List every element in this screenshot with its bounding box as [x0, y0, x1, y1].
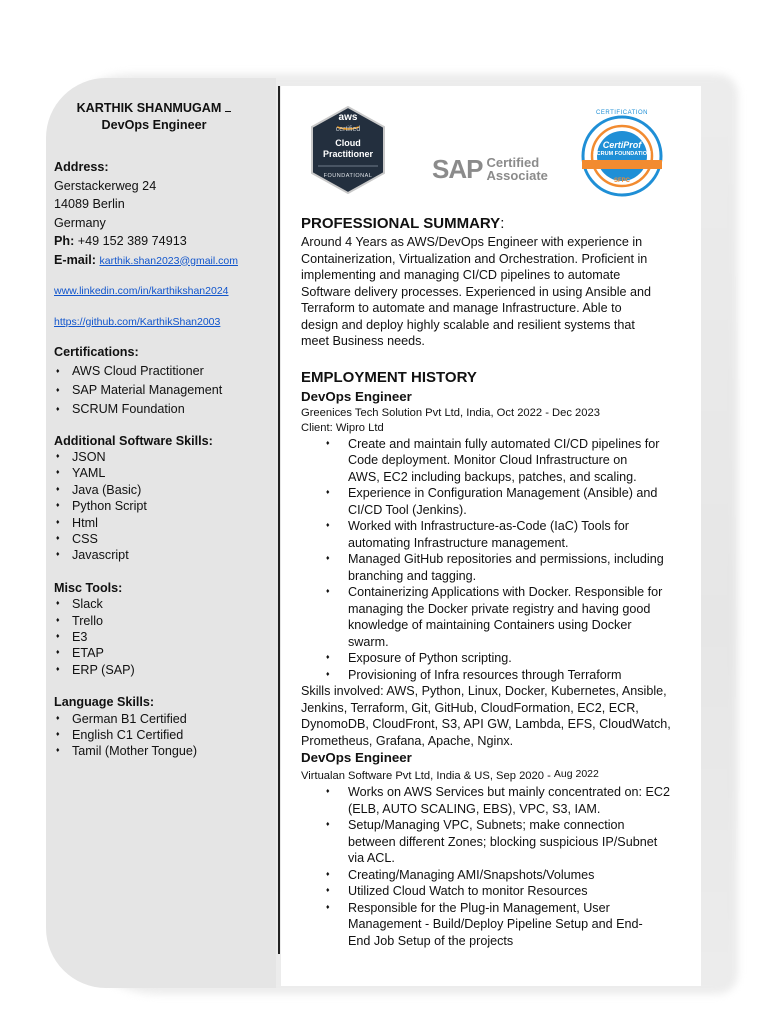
aws-foundational-text: FOUNDATIONAL: [323, 173, 373, 179]
candidate-name: KARTHIK SHANMUGAM: [76, 101, 222, 115]
list-item: ♦ Javascript: [54, 547, 274, 563]
skills-line: Skills involved: AWS, Python, Linux, Docker, Kubernetes, Ansible,: [301, 684, 667, 698]
skills-involved: [301, 683, 681, 749]
certiprof-code-text: SFPC: [613, 178, 630, 184]
list-item: ♦ JSON: [54, 449, 274, 465]
skills-line: Jenkins, Terraform, Git, GitHub, CloudFormation, EC2, ECR,: [301, 700, 639, 715]
linkedin-link[interactable]: www.linkedin.com/in/karthikshan2024: [54, 285, 229, 297]
list-item: ♦ SCRUM Foundation: [54, 400, 274, 419]
job-company-end: Aug 2022: [553, 768, 599, 780]
address-line: Gerstackerweg 24: [54, 178, 157, 193]
bullet-line: ♦ Works on AWS Services but mainly concentrated on: EC2: [348, 785, 670, 799]
bullet-line: branching and tagging.: [348, 568, 477, 583]
name-block: [64, 100, 244, 134]
skills-line: Prometheus, Grafana, Apache, Nginx.: [301, 733, 514, 748]
bullet-line: Code deployment. Monitor Cloud Infrastructure on: [348, 453, 628, 467]
aws-certified-text: certified: [335, 126, 361, 133]
bullet-line: automating Infrastructure management.: [348, 535, 569, 550]
certifications-title: Certifications:: [54, 345, 139, 359]
list-item: [348, 667, 681, 684]
list-item: [348, 584, 681, 650]
right-column: [301, 214, 681, 949]
bullet-line: managing the Docker private registry and having good: [348, 601, 651, 616]
list-item: [348, 518, 681, 551]
software-skills-title: Additional Software Skills:: [54, 433, 213, 448]
summary-line: design and deploy highly scalable and resilient systems that: [301, 317, 635, 332]
sap-certified-text: [486, 156, 547, 182]
left-column: [54, 100, 274, 760]
certifications-section: [54, 343, 274, 419]
phone-number: +49 152 389 74913: [77, 234, 187, 248]
list-item: ♦ German B1 Certified: [54, 711, 274, 727]
certification-logos: [300, 104, 680, 200]
bullet-line: CI/CD Tool (Jenkins).: [348, 502, 467, 517]
list-item: ♦ Java (Basic): [54, 482, 274, 498]
summary-line: Containerization, Virtualization and Orchestration. Proficient in: [301, 251, 648, 266]
list-item: ♦ Trello: [54, 613, 274, 629]
address-label: Address:: [54, 160, 109, 174]
bullet-line: ♦ Experience in Configuration Management (Ansible) and: [348, 486, 658, 500]
summary-line: Around 4 Years as AWS/DevOps Engineer with experience in: [301, 235, 643, 249]
bullet-line: ♦ Responsible for the Plug-in Management, User: [348, 900, 610, 915]
list-item: ♦ English C1 Certified: [54, 727, 274, 743]
bullet-line: via ACL.: [348, 851, 395, 865]
certiprof-badge-text: [574, 110, 670, 184]
summary-colon: :: [500, 215, 505, 232]
summary-heading: [301, 214, 681, 234]
certiprof-band-text: SCRUM FOUNDATION: [593, 151, 651, 157]
job-bullets: [301, 436, 681, 684]
list-item: ♦ Html: [54, 515, 274, 531]
bullet-line: ♦ Setup/Managing VPC, Subnets; make connection: [348, 818, 625, 832]
candidate-title: DevOps Engineer: [101, 118, 207, 132]
job-entry: [301, 749, 681, 949]
bullet-line: AWS, EC2 including backups, patches, and scaling.: [348, 469, 637, 484]
list-item: [348, 436, 681, 486]
bullet-line: knowledge of maintaining Containers using Docker: [348, 618, 632, 632]
bullet-line: ♦ Exposure of Python scripting.: [348, 651, 512, 665]
aws-logo-text: aws: [338, 112, 358, 123]
list-item: ♦ AWS Cloud Practitioner: [54, 362, 274, 381]
job-entry: [301, 388, 681, 750]
language-skills-section: [54, 694, 274, 760]
language-skills-title: Language Skills:: [54, 695, 155, 710]
employment-heading: EMPLOYMENT HISTORY: [301, 368, 477, 386]
certiprof-ring-text: CERTIFICATION: [596, 110, 648, 116]
email-link[interactable]: karthik.shan2023@gmail.com: [99, 254, 238, 267]
list-item: [348, 883, 681, 900]
certiprof-brand-text: CertiProf: [602, 140, 642, 150]
software-skills-section: [54, 433, 274, 564]
skills-line: DynomoDB, CloudFront, S3, API GW, Lambda, EFS, CloudWatch,: [301, 717, 671, 731]
phone-label: Ph:: [54, 234, 75, 248]
aws-cloud-text: Cloud: [335, 138, 361, 148]
list-item: [348, 900, 681, 950]
column-divider: [278, 86, 280, 954]
summary-line: Software delivery processes. Experienced in using Ansible and: [301, 284, 652, 299]
list-item: ♦ ETAP: [54, 645, 274, 661]
job-role: DevOps Engineer: [301, 388, 412, 404]
summary-line: implementing and managing CI/CD pipelines to automate: [301, 268, 621, 282]
misc-tools-list: [54, 596, 274, 678]
sap-certified-logo: [432, 156, 548, 182]
list-item: [348, 817, 681, 867]
list-item: [348, 784, 681, 817]
job-role: DevOps Engineer: [301, 750, 412, 765]
email-label: E-mail:: [54, 252, 96, 267]
misc-tools-title: Misc Tools:: [54, 580, 123, 595]
list-item: ♦ E3: [54, 629, 274, 645]
software-skills-list: [54, 449, 274, 564]
job-client: Client: Wipro Ltd: [301, 421, 384, 434]
bullet-line: between different Zones; blocking suspicious IP/Subnet: [348, 834, 658, 849]
summary-title: PROFESSIONAL SUMMARY: [301, 215, 501, 232]
bullet-line: ♦ Worked with Infrastructure-as-Code (IaC) Tools for: [348, 519, 629, 533]
bullet-line: ♦ Provisioning of Infra resources through Terraform: [348, 667, 622, 682]
job-company: Greenices Tech Solution Pvt Ltd, India, Oct 2022 - Dec 2023: [301, 406, 600, 419]
sap-mark: SAP: [432, 154, 483, 184]
bullet-line: (ELB, AUTO SCALING, EBS), VPC, S3, IAM.: [348, 801, 601, 816]
list-item: ♦ YAML: [54, 465, 274, 481]
summary-line: meet Business needs.: [301, 334, 425, 348]
github-row: [54, 312, 274, 332]
name-underline: [225, 111, 231, 112]
list-item: ♦ Python Script: [54, 498, 274, 514]
bullet-line: ♦ Containerizing Applications with Docker. Responsible for: [348, 585, 663, 599]
bullet-line: ♦ Managed GitHub repositories and permissions, including: [348, 552, 664, 566]
list-item: [348, 650, 681, 667]
list-item: ♦ SAP Material Management: [54, 381, 274, 400]
bullet-line: ♦ Utilized Cloud Watch to monitor Resources: [348, 884, 588, 898]
bullet-line: End Job Setup of the projects: [348, 933, 514, 948]
bullet-line: ♦ Creating/Managing AMI/Snapshots/Volumes: [348, 867, 595, 882]
aws-badge-text: [310, 112, 386, 182]
summary-line: Terraform to automate and manage Infrastructure. Able to: [301, 301, 622, 315]
address-line: Germany: [54, 215, 106, 230]
bullet-line: swarm.: [348, 634, 389, 649]
address-line: 14089 Berlin: [54, 197, 125, 211]
list-item: [348, 485, 681, 518]
aws-practitioner-text: Practitioner: [322, 149, 373, 159]
misc-tools-section: [54, 580, 274, 678]
job-company: [301, 767, 681, 784]
list-item: ♦ CSS: [54, 531, 274, 547]
list-item: ♦ Slack: [54, 596, 274, 612]
bullet-line: Management - Build/Deploy Pipeline Setup and End-: [348, 917, 643, 931]
address-block: [54, 158, 274, 331]
list-item: ♦ Tamil (Mother Tongue): [54, 743, 274, 759]
summary-text: [301, 234, 681, 350]
phone-row: [54, 232, 274, 251]
github-link[interactable]: https://github.com/KarthikShan2003: [54, 315, 221, 328]
job-bullets: [301, 784, 681, 949]
linkedin-row: [54, 281, 274, 301]
sap-associate-line: Associate: [486, 168, 548, 183]
list-item: [348, 867, 681, 884]
sap-certified-line: Certified: [486, 155, 540, 170]
bullet-line: ♦ Create and maintain fully automated CI/CD pipelines for: [348, 436, 660, 451]
certifications-list: [54, 362, 274, 419]
job-company-main: Virtualan Software Pvt Ltd, India & US, Sep 2020 -: [301, 770, 554, 782]
list-item: [348, 551, 681, 584]
email-row: [54, 251, 274, 271]
language-skills-list: [54, 711, 274, 760]
list-item: ♦ ERP (SAP): [54, 662, 274, 678]
